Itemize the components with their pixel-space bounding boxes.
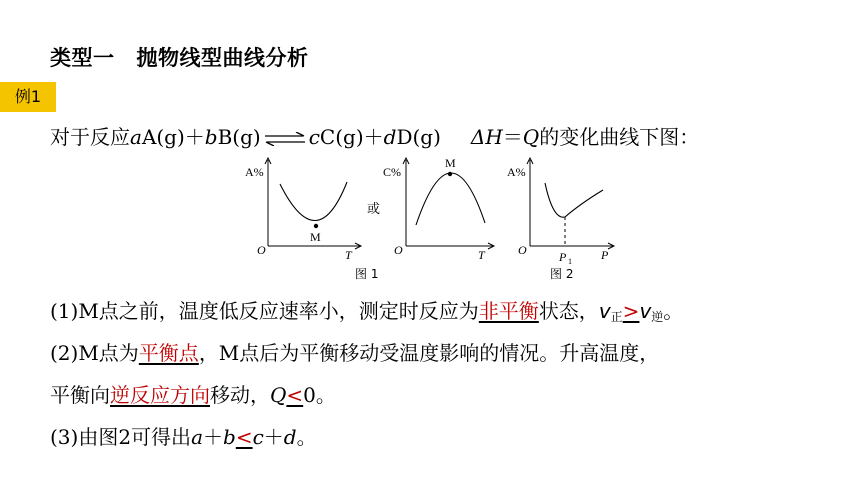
line1-prefix: (1)M点之前，温度低反应速率小，测定时反应为 <box>50 299 479 323</box>
heading-title: 抛物线型曲线分析 <box>136 46 309 70</box>
fig1-left-xlabel: T <box>345 248 352 262</box>
line4-plus1: ＋ <box>203 425 223 449</box>
answer-line-1 <box>50 295 683 325</box>
species-a: A(g)＋ <box>141 125 205 149</box>
fig2-p1-label: P <box>559 250 567 264</box>
fig2-caption: 图 2 <box>550 267 574 281</box>
answer-line-2 <box>50 337 659 366</box>
equals-sign: ＝ <box>502 125 523 149</box>
fig1-right-origin: O <box>394 243 403 257</box>
line3-mid: 移动， <box>210 383 270 407</box>
line4-prefix: (3)由图2可得出 <box>50 425 192 449</box>
fig1-right-ylabel: C% <box>383 165 401 179</box>
species-c: C(g)＋ <box>319 125 384 149</box>
fig1-right-m-label: M <box>445 156 456 170</box>
species-d: D(g) <box>396 125 441 149</box>
fig2-ylabel: A% <box>507 165 526 179</box>
q-symbol: Q <box>522 125 540 149</box>
section-heading <box>50 42 309 72</box>
line4-c: c <box>252 425 264 449</box>
v-reverse: v <box>639 299 652 323</box>
line4-op-answer: < <box>235 425 253 449</box>
fig1-right-xlabel: T <box>478 248 485 262</box>
curve-figures <box>235 150 625 285</box>
figure1-right <box>383 156 494 262</box>
figure2 <box>507 158 614 266</box>
equilibrium-arrow-icon <box>263 132 307 146</box>
line4-a: a <box>191 425 203 449</box>
v-reverse-sub: 逆 <box>651 310 664 324</box>
heading-type: 类型一 <box>50 46 115 70</box>
line2-suffix: ，M点后为平衡移动受温度影响的情况。升高温度， <box>198 341 660 365</box>
fig2-curve <box>545 183 603 217</box>
fig1-left-point-m <box>314 224 318 228</box>
figure1-left <box>245 158 361 262</box>
line1-end: 。 <box>663 299 684 323</box>
line3-op-answer: < <box>286 383 304 407</box>
fig1-left-ylabel: A% <box>245 165 264 179</box>
intro-prefix: 对于反应 <box>50 125 130 149</box>
reaction-line <box>50 121 699 150</box>
line1-mid: 状态， <box>538 299 599 323</box>
line1-answer: 非平衡 <box>478 299 539 323</box>
line2-answer: 平衡点 <box>138 341 199 365</box>
fig1-left-curve <box>280 182 347 221</box>
fig1-right-point-m <box>448 172 452 176</box>
delta-h: ΔH <box>470 125 503 149</box>
fig1-caption: 图 1 <box>355 267 379 281</box>
line4-b: b <box>223 425 236 449</box>
intro-suffix: 的变化曲线下图： <box>539 125 700 149</box>
line4-d: d <box>283 425 297 449</box>
line3-suffix: 0。 <box>303 383 336 407</box>
coef-b: b <box>204 125 218 149</box>
coef-a: a <box>130 125 142 149</box>
example-badge: 例1 <box>0 82 56 112</box>
fig1-right-curve <box>416 173 485 225</box>
line2-prefix: (2)M点为 <box>50 341 139 365</box>
fig2-xlabel: P <box>601 248 609 262</box>
coef-c: c <box>308 125 320 149</box>
or-label: 或 <box>367 202 381 217</box>
species-b: B(g) <box>217 125 261 149</box>
line4-plus2: ＋ <box>263 425 284 449</box>
line3-prefix: 平衡向 <box>50 383 110 407</box>
v-forward-sub: 正 <box>610 310 623 324</box>
fig1-left-origin: O <box>257 243 266 257</box>
answer-line-4 <box>50 421 317 450</box>
line1-op-answer: > <box>622 299 640 323</box>
v-forward: v <box>598 299 611 323</box>
coef-d: d <box>383 125 397 149</box>
line3-q: Q <box>270 383 287 407</box>
answer-line-3 <box>50 379 336 408</box>
line4-end: 。 <box>296 425 317 449</box>
line3-answer: 逆反应方向 <box>110 383 210 407</box>
fig1-left-m-label: M <box>310 230 321 244</box>
fig2-p1-sub: 1 <box>568 257 572 266</box>
fig2-origin: O <box>518 243 527 257</box>
